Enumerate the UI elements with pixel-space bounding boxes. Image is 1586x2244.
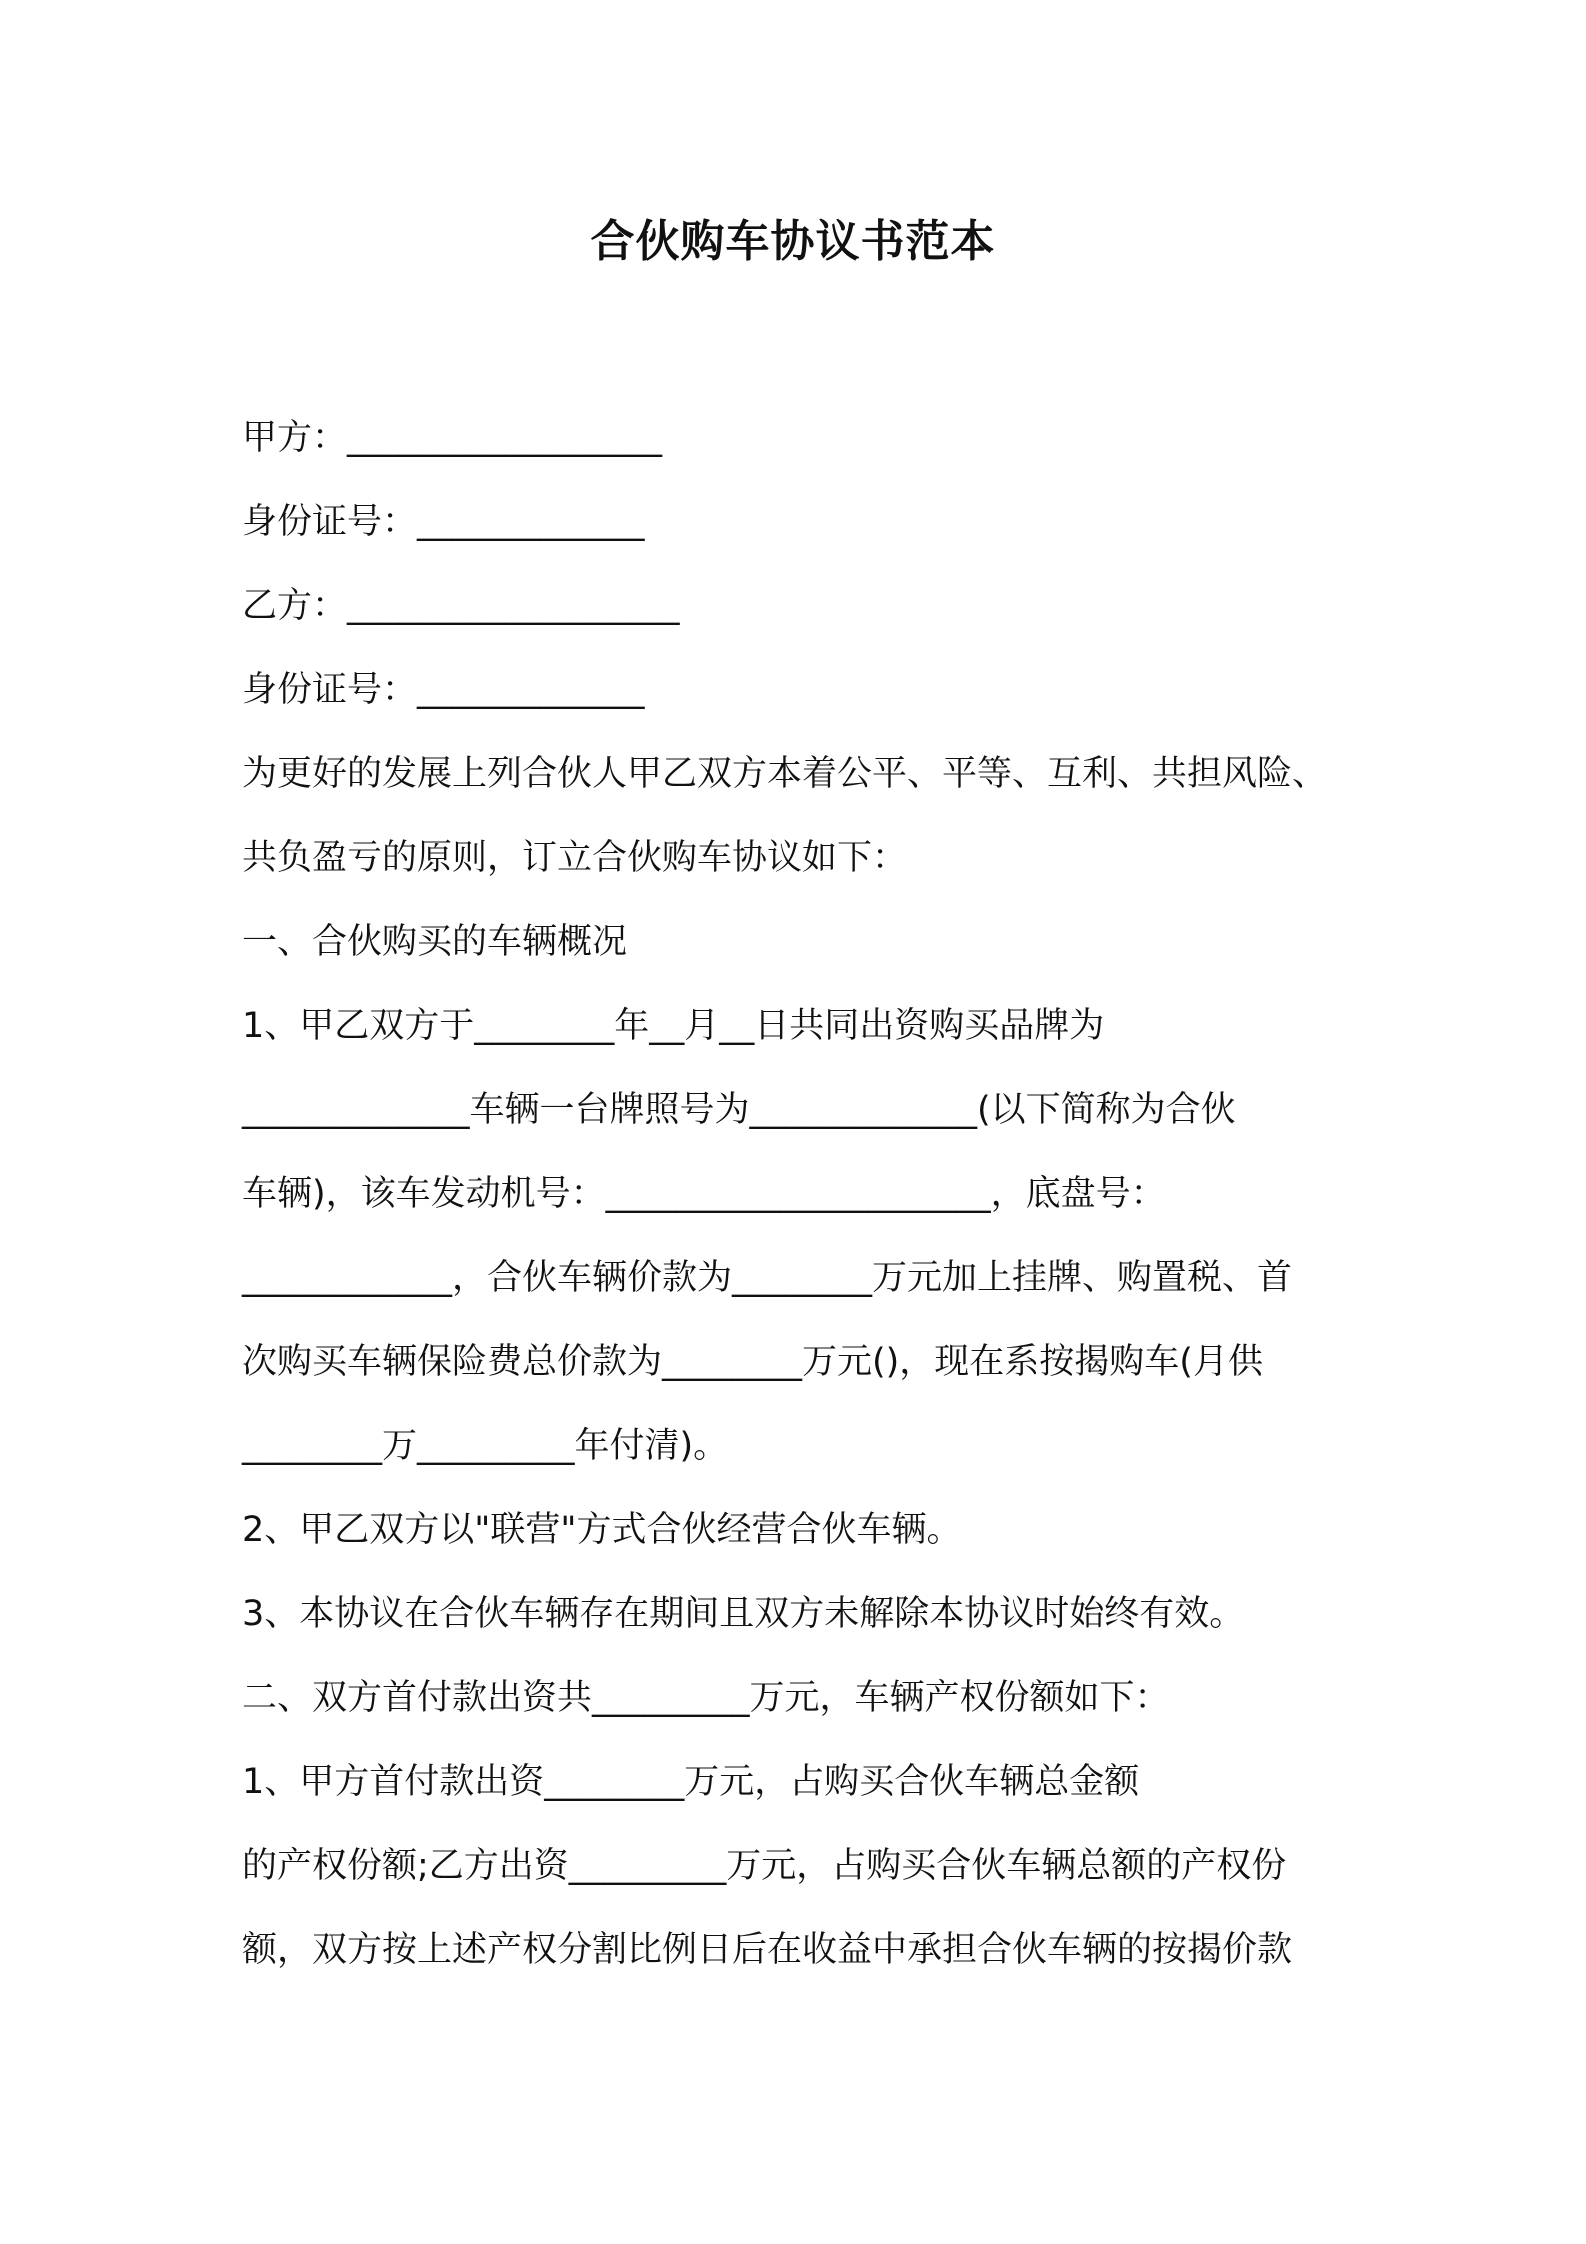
clause-line: 3、本协议在合伙车辆存在期间且双方未解除本协议时始终有效。 xyxy=(242,1594,1245,1634)
clause-line: ________万_________年付清)。 xyxy=(242,1426,729,1466)
document-title: 合伙购车协议书范本 xyxy=(590,216,996,267)
party-a-line: 甲方：__________________ xyxy=(242,418,663,458)
section-heading: 二、双方首付款出资共_________万元，车辆产权份额如下： xyxy=(242,1678,1170,1718)
clause-line: 1、甲乙双方于________年__月__日共同出资购买品牌为 xyxy=(242,1006,1105,1046)
clause-line: 2、甲乙双方以"联营"方式合伙经营合伙车辆。 xyxy=(242,1510,962,1550)
clause-line: 次购买车辆保险费总价款为________万元()，现在系按揭购车(月供 xyxy=(242,1342,1263,1382)
section-heading: 一、合伙购买的车辆概况 xyxy=(242,922,628,962)
clause-line: 1、甲方首付款出资________万元，占购买合伙车辆总金额 xyxy=(242,1762,1140,1802)
party-b-id-line: 身份证号：_____________ xyxy=(242,670,645,710)
preamble-line: 共负盈亏的原则，订立合伙购车协议如下： xyxy=(242,838,908,878)
document-body xyxy=(242,406,1362,2002)
party-a-id-line: 身份证号：_____________ xyxy=(242,502,645,542)
clause-line: 的产权份额;乙方出资_________万元，占购买合伙车辆总额的产权份 xyxy=(242,1846,1287,1886)
preamble-line: 为更好的发展上列合伙人甲乙双方本着公平、平等、互利、共担风险、 xyxy=(242,754,1328,794)
clause-line: ____________，合伙车辆价款为________万元加上挂牌、购置税、首 xyxy=(242,1258,1293,1298)
clause-line: 额，双方按上述产权分割比例日后在收益中承担合伙车辆的按揭价款 xyxy=(242,1930,1293,1970)
party-b-line: 乙方：___________________ xyxy=(242,586,680,626)
clause-line: _____________车辆一台牌照号为_____________(以下简称为合伙 xyxy=(242,1090,1236,1130)
clause-line: 车辆)，该车发动机号：______________________，底盘号： xyxy=(242,1174,1166,1214)
